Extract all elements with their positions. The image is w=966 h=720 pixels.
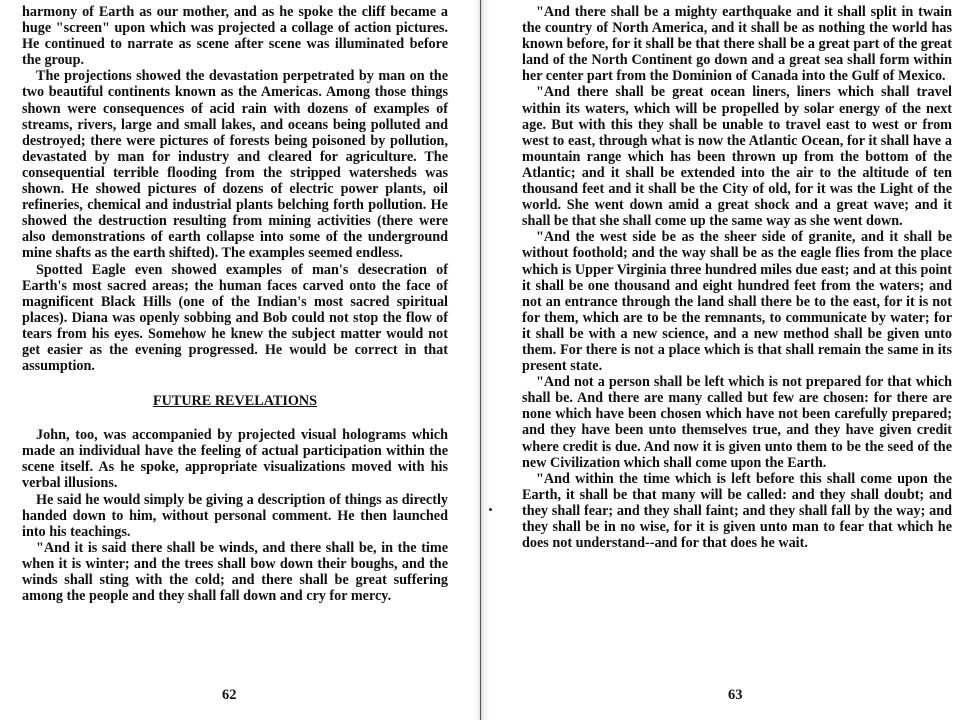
left-paragraph-2: The projections showed the devastation perpetrated by man on the two beautiful continents known as the Americas. Among those things shown were consequences of acid rain with dozens of examples of streams, rivers, large and small lakes, and oceans being polluted and destroyed; there were pictures of forests being poisoned by pollution, devastated by man for industry and cleared for agriculture. The consequential terrible flooding from the stripped watersheds was shown. He showed pictures of dozens of electric power plants, oil refineries, chemical and industrial plants belching forth pollution. He showed the destruction resulting from mining activities (there were also demonstrations of earth collapse into some of the underground mine shafts as the earth shifted). The examples seemed endless.	[22, 68, 448, 262]
left-paragraph-4: John, too, was accompanied by projected visual holograms which made an individual have the feeling of actual participation within the scene itself. As he spoke, appropriate visualizations moved with his verbal illusions.	[22, 427, 448, 492]
right-paragraph-4: "And not a person shall be left which is not prepared for that which shall be. And there are many called but few are chosen: for there are none which have been chosen which have not been carefully prepared; and they have been unto themselves true, and they have given credit where credit is due. And now it is given unto them to be the seed of the new Civilization which shall come upon the Earth.	[522, 374, 952, 471]
left-paragraph-5: He said he would simply be giving a description of things as directly handed down to him, without personal comment. He then launched into his teachings.	[22, 491, 448, 540]
section-heading: FUTURE REVELATIONS	[152, 393, 318, 410]
right-page	[490, 0, 966, 720]
page-number-right: 63	[728, 687, 743, 703]
left-page	[0, 0, 472, 720]
book-gutter	[472, 0, 490, 720]
right-paragraph-5: "And within the time which is left before this shall come upon the Earth, it shall be that many will be called: and they shall doubt; and they shall fear; and they shall faint; and they shall fall by the way; and they shall be in no wise, for it is given unto man to fear that which he does not understand--and for that does he wait.	[522, 470, 952, 552]
right-paragraph-1: "And there shall be a mighty earthquake and it shall split in twain the country of North America, and it shall be as nothing the world has known before, for it shall be that there shall be a great part of the great land of the North Continent go down and a great sea shall form within her center part from the Dominion of Canada into the Gulf of Mexico.	[522, 4, 952, 85]
right-paragraph-2: "And there shall be great ocean liners, liners which shall travel within its waters, which will be propelled by solar energy of the next age. But with this they shall be unable to travel east to west or from west to east, through what is now the Atlantic Ocean, for it shall have a mountain range which has been thrown up from the bottom of the Atlantic; and it shall be extended into the air to the altitude of ten thousand feet and it shall be the City of old, for it was the Light of the world. She went down amid a great shock and a great wave; and it shall be that she shall come up the same way as she went down.	[522, 84, 952, 230]
page-number-left: 62	[222, 687, 237, 703]
left-paragraph-1: harmony of Earth as our mother, and as he spoke the cliff became a huge "screen" upon which was projected a collage of action pictures. He continued to narrate as scene after scene was illuminated before the group.	[22, 4, 448, 69]
left-paragraph-3: Spotted Eagle even showed examples of man's desecration of Earth's most sacred areas; the human faces carved onto the face of magnificent Black Hills (one of the Indian's most sacred spiritual places). Diana was openly sobbing and Bob could not stop the flow of tears from his eyes. Somehow he knew the subject matter would not get easier as the evening progressed. He would be correct in that assumption.	[22, 261, 448, 375]
left-paragraph-6: "And it is said there shall be winds, and there shall be, in the time when it is winter; and the trees shall bow down their boughs, and the winds shall sting with the cold; and there shall be great suffering among the people and they shall fall down and cry for mercy.	[22, 539, 448, 605]
right-paragraph-3: "And the west side be as the sheer side of granite, and it shall be without foothold; and the way shall be as the eagle flies from the place which is Upper Virginia three hundred miles due east; and at this point it shall be one thousand and eight hundred feet from the waters; and not an entrance through the land shall there be to the east, for it is not for them, which are to be the remnants, to communicate by water; for it shall be with a new science, and a new method shall be given unto them. For there is not a place which is that shall remain the same in its present state.	[522, 229, 952, 375]
